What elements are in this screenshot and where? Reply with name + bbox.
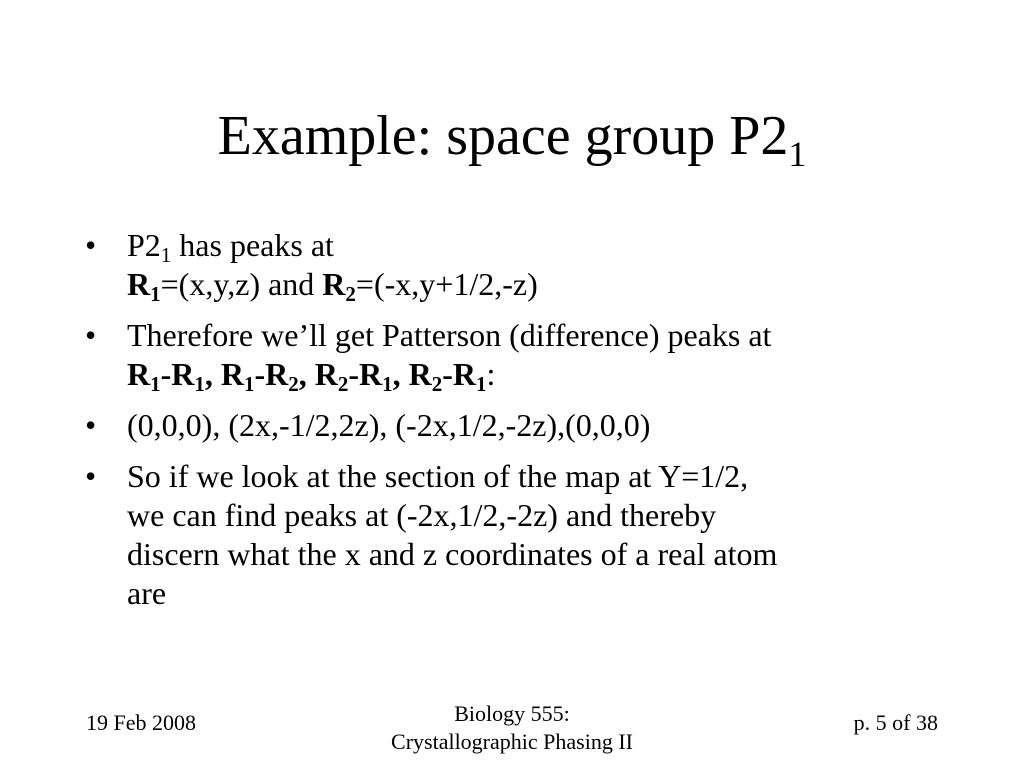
bold-term: -R bbox=[442, 356, 476, 392]
bullet-marker: • bbox=[85, 317, 97, 353]
text-span: : bbox=[486, 356, 496, 392]
footer-course-line: Biology 555: bbox=[454, 701, 570, 726]
separator: , bbox=[298, 356, 315, 392]
subscript: 1 bbox=[160, 243, 172, 267]
bullet-line bbox=[127, 265, 965, 304]
text-span: =(-x,y+1/2,-z) bbox=[355, 266, 538, 302]
bullet-line: Therefore we’ll get Patterson (difference) peaks at bbox=[127, 317, 772, 353]
bullet-marker: • bbox=[85, 458, 97, 494]
bold-term: -R bbox=[348, 356, 383, 392]
text-span: has peaks at bbox=[171, 227, 334, 263]
bullet-line bbox=[127, 226, 965, 265]
bold-term: R bbox=[408, 356, 432, 392]
subscript: 1 bbox=[476, 372, 487, 396]
bold-term: R bbox=[127, 266, 151, 302]
bullet-line: discern what the x and z coordinates of a real atom bbox=[127, 536, 778, 572]
bullet-line: are bbox=[127, 575, 167, 611]
bullet-line: So if we look at the section of the map at Y=1/2, bbox=[127, 458, 749, 494]
footer-course bbox=[312, 700, 712, 756]
footer-page-number: p. 5 of 38 bbox=[853, 710, 938, 735]
footer-date: 19 Feb 2008 bbox=[86, 710, 196, 735]
bullet-item bbox=[85, 316, 965, 394]
bullet-line: (0,0,0), (2x,-1/2,2z), (-2x,1/2,-2z),(0,0,0) bbox=[127, 407, 651, 443]
subscript: 2 bbox=[288, 372, 299, 396]
bold-term: R bbox=[127, 356, 151, 392]
bullet-marker: • bbox=[85, 407, 97, 443]
title-subscript: 1 bbox=[788, 134, 807, 174]
bold-term: R bbox=[220, 356, 244, 392]
subscript: 2 bbox=[345, 282, 356, 306]
subscript: 1 bbox=[243, 372, 255, 396]
slide-title bbox=[0, 96, 1024, 194]
separator: , bbox=[392, 356, 409, 392]
subscript: 2 bbox=[431, 372, 443, 396]
subscript: 2 bbox=[337, 372, 349, 396]
bold-term: R bbox=[322, 266, 346, 302]
bullet-list bbox=[85, 226, 965, 625]
subscript: 1 bbox=[382, 372, 393, 396]
title-text: Example: space group P2 bbox=[217, 105, 789, 167]
bold-term: -R bbox=[160, 356, 195, 392]
bullet-marker: • bbox=[85, 227, 97, 263]
subscript: 1 bbox=[150, 282, 161, 306]
bullet-item bbox=[85, 226, 965, 304]
bold-term: R bbox=[314, 356, 338, 392]
subscript: 1 bbox=[150, 372, 161, 396]
text-span: P2 bbox=[127, 227, 161, 263]
separator: , bbox=[204, 356, 221, 392]
footer-course-line: Crystallographic Phasing II bbox=[391, 729, 633, 754]
subscript: 1 bbox=[194, 372, 205, 396]
bullet-line bbox=[127, 355, 965, 394]
bullet-line: we can find peaks at (-2x,1/2,-2z) and thereby bbox=[127, 497, 717, 533]
bullet-item bbox=[85, 457, 965, 613]
bullet-item bbox=[85, 406, 965, 445]
text-span: =(x,y,z) and bbox=[160, 266, 323, 302]
bold-term: -R bbox=[254, 356, 289, 392]
